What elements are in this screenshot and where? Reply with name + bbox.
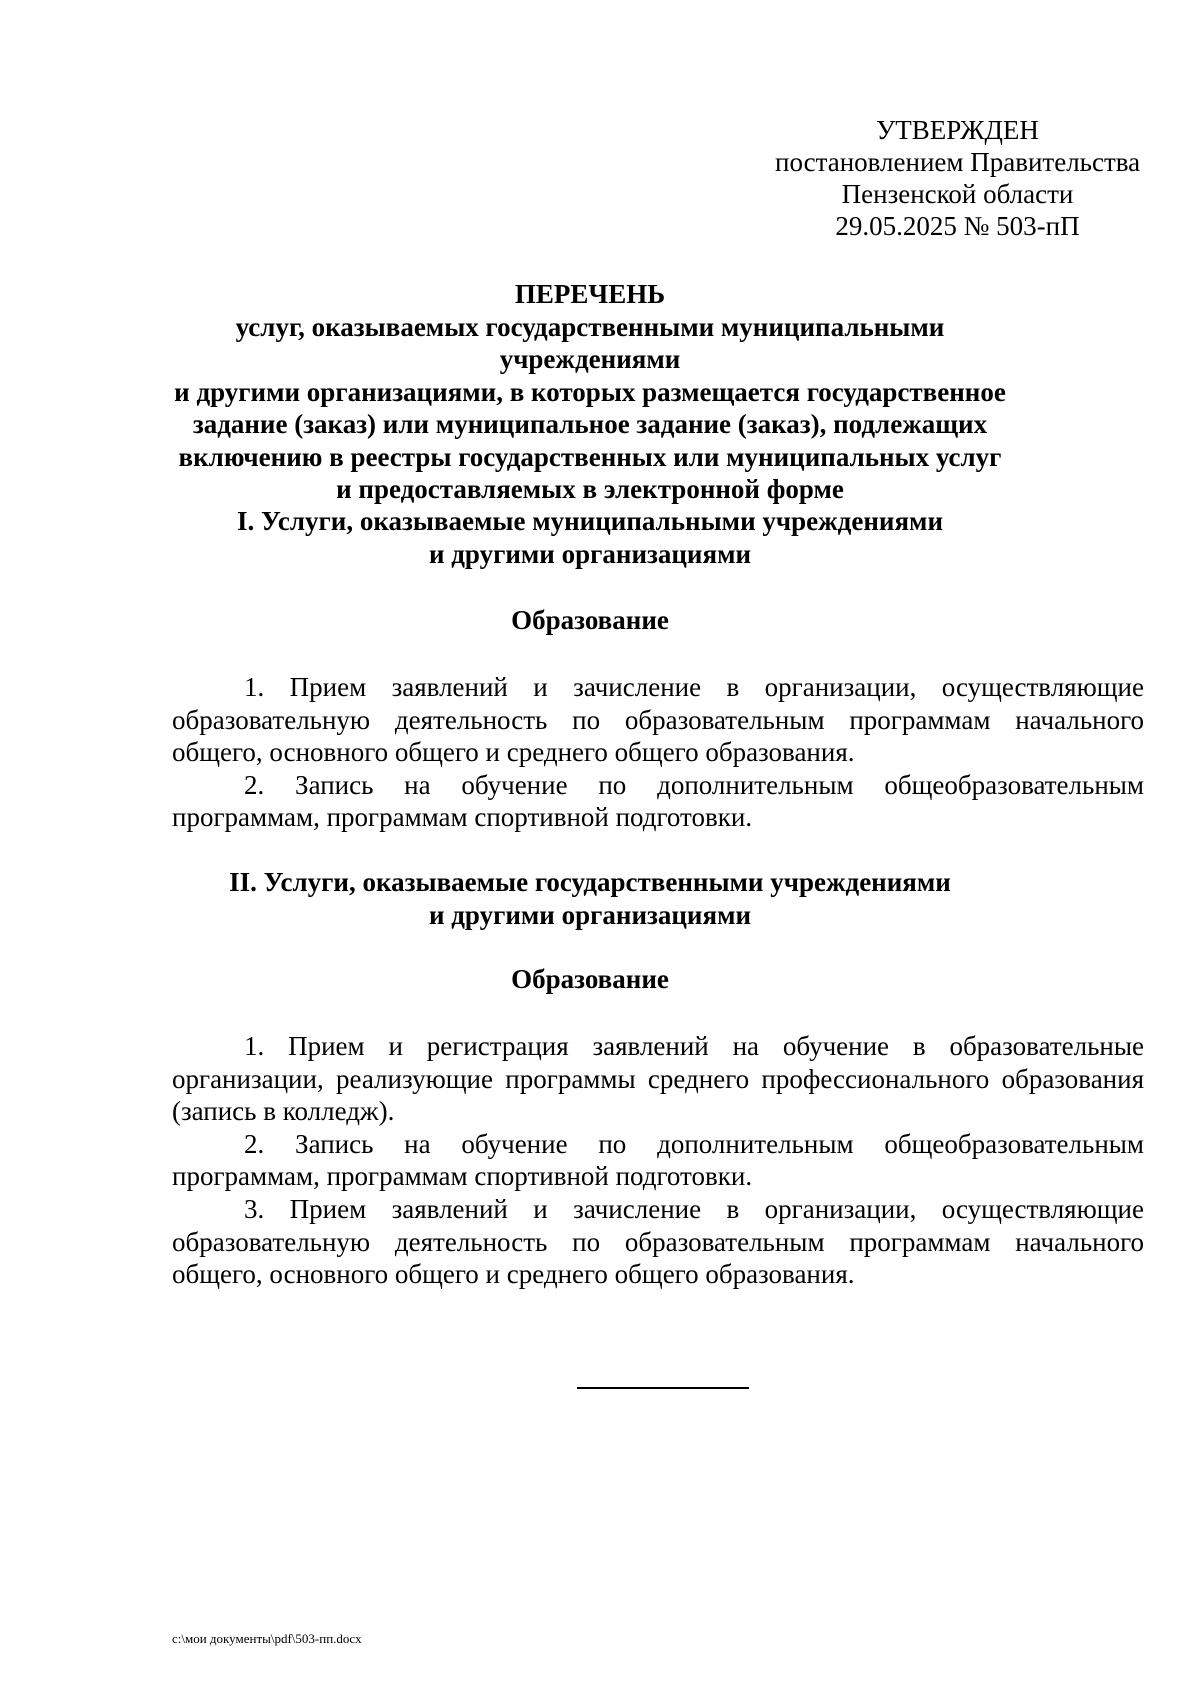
title-main: ПЕРЕЧЕНЬ	[514, 279, 666, 309]
section-2-items	[172, 1030, 1144, 1291]
title-line: и другими организациями, в которых размещается государственное	[174, 376, 1006, 407]
section-1-heading	[150, 505, 1030, 570]
approval-status: УТВЕРЖДЕН	[876, 115, 1039, 145]
approval-authority: постановлением Правительства	[775, 147, 1141, 177]
section-2-subheading: Образование	[511, 964, 669, 994]
section-1-items	[172, 671, 1144, 834]
section-heading-line: II. Услуги, оказываемые государственными учреждениями	[229, 867, 951, 897]
section-1-subheading: Образование	[511, 605, 669, 635]
list-item: 2. Запись на обучение по дополнительным общеобразовательным программам, программам спортивной подготовки.	[172, 1128, 1144, 1192]
approval-stamp	[740, 114, 1140, 242]
title-line: и предоставляемых в электронной форме	[336, 474, 844, 504]
title-line: услуг, оказываемых государственными муниципальными учреждениями	[235, 311, 945, 374]
document-title	[150, 278, 1030, 506]
end-divider	[577, 1387, 749, 1389]
title-line: включению в реестры государственных или муниципальных услуг	[178, 441, 1002, 472]
approval-date-number: 29.05.2025 № 503-пП	[835, 211, 1080, 241]
section-heading-line: I. Услуги, оказываемые муниципальными учреждениями	[237, 506, 943, 536]
list-item: 3. Прием заявлений и зачисление в организации, осуществляющие образовательную деятельность по образовательным программам начального общего, основного общего и среднего общего образования.	[172, 1193, 1144, 1290]
title-line: задание (заказ) или муниципальное задание (заказ), подлежащих	[192, 409, 988, 439]
approval-region: Пензенской области	[841, 179, 1074, 209]
section-2-heading	[150, 866, 1030, 931]
list-item: 1. Прием и регистрация заявлений на обучение в образовательные организации, реализующие программы среднего профессионального образования (запись в колледж).	[172, 1031, 1144, 1127]
list-item: 1. Прием заявлений и зачисление в организации, осуществляющие образовательную деятельность по образовательным программам начального общего, основного общего и среднего общего образования.	[172, 672, 1144, 768]
section-heading-line: и другими организациями	[428, 899, 752, 930]
section-heading-line: и другими организациями	[428, 538, 752, 569]
list-item: 2. Запись на обучение по дополнительным общеобразовательным программам, программам спортивной подготовки.	[172, 769, 1144, 833]
footer-file-path: c:\мои документы\pdf\503-пп.docx	[172, 1631, 362, 1646]
